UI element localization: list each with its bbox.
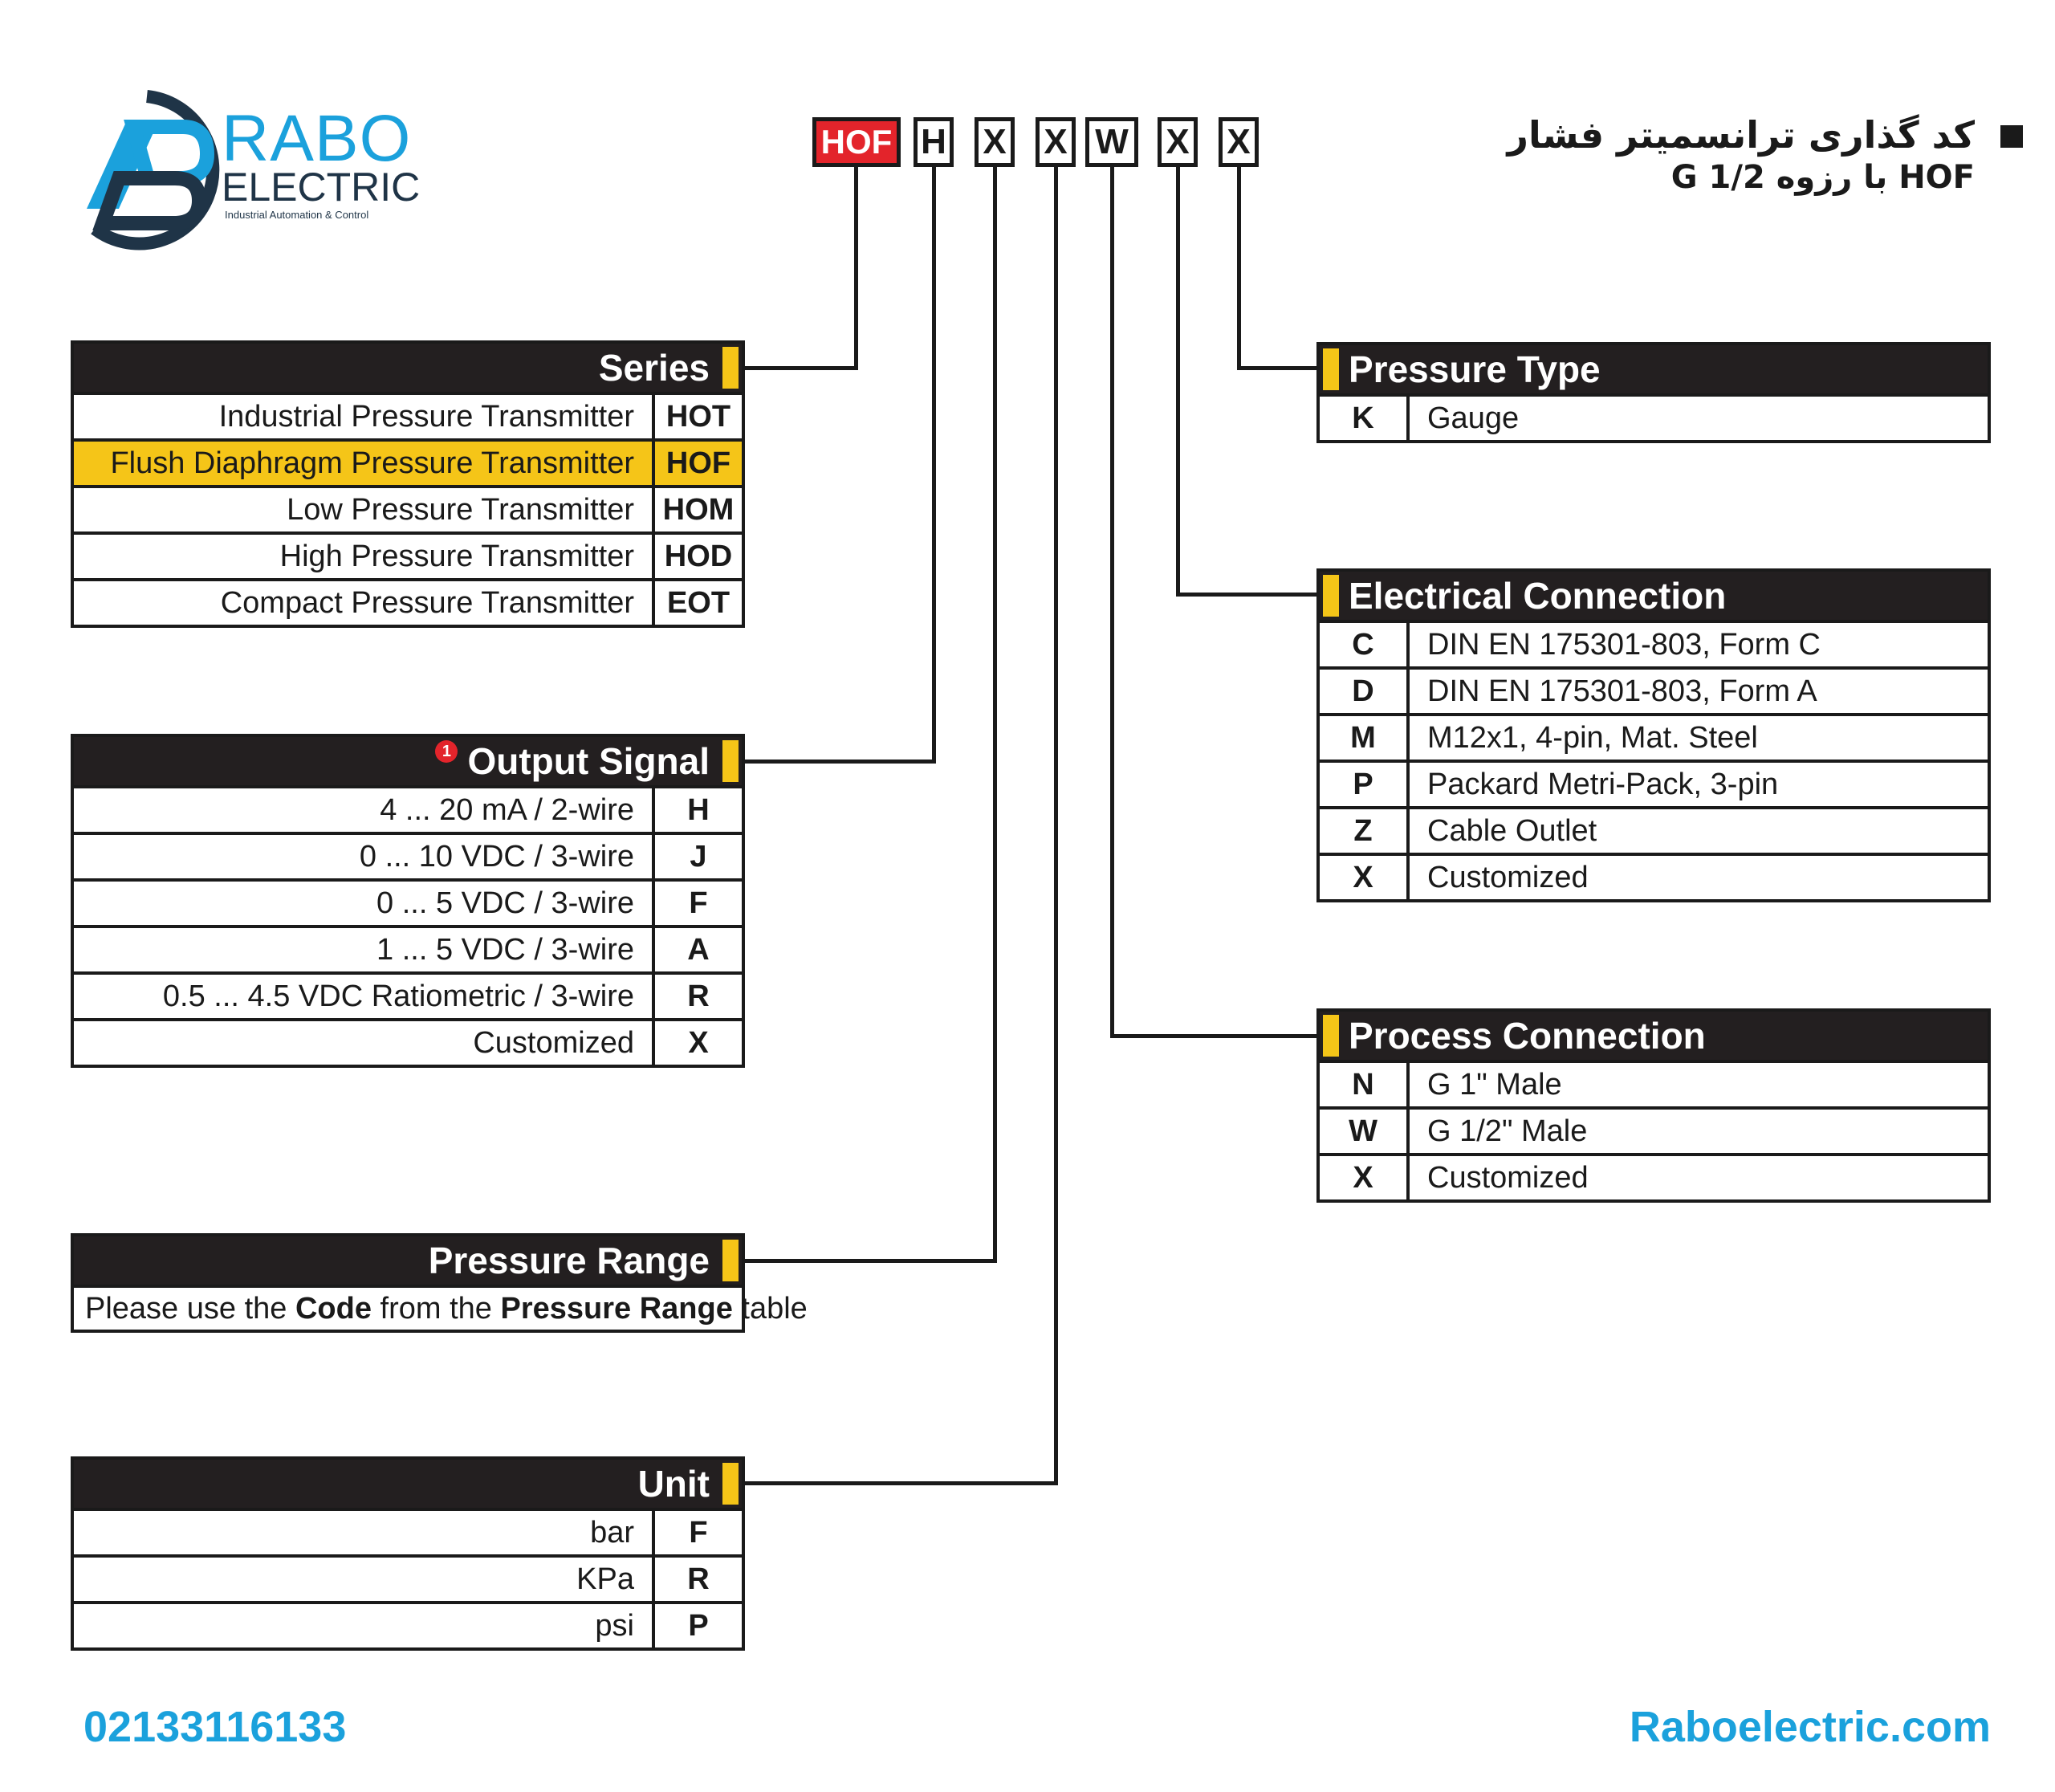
row-code: R [687,1562,710,1596]
pressure-type-table [1316,342,1991,443]
title-bullet-icon [2000,125,2023,148]
table-row [1320,1153,1988,1199]
footer-website-link[interactable]: Raboelectric.com [1629,1703,1991,1751]
logo-mark-icon [71,88,223,257]
table-row [1320,853,1988,899]
table-row [1320,666,1988,713]
row-desc: M12x1, 4-pin, Mat. Steel [1427,720,1758,755]
row-desc: DIN EN 175301-803, Form A [1427,674,1817,708]
row-code: X [1320,856,1410,899]
connector-unit-v [1054,167,1058,1485]
code-box-pressure-type: X [1219,117,1259,167]
table-row [74,878,742,925]
company-logo [71,88,421,257]
row-code: Z [1320,809,1410,853]
connector-output-v [932,167,936,764]
pressure-range-note [74,1285,808,1330]
row-code: F [689,1515,708,1550]
output-signal-table [71,734,745,1068]
row-code: EOT [666,585,730,620]
table-row [1320,1106,1988,1153]
row-desc: 0 ... 10 VDC / 3-wire [74,835,655,878]
pressure-range-header [74,1236,742,1285]
table-row [74,1508,742,1554]
table-row [74,832,742,878]
row-desc: 1 ... 5 VDC / 3-wire [74,928,655,971]
table-row [74,531,742,578]
series-header [74,344,742,392]
table-row [1320,620,1988,666]
connector-range-h [743,1259,997,1263]
row-desc: DIN EN 175301-803, Form C [1427,627,1821,662]
table-row [74,485,742,531]
pressure-type-header [1320,345,1988,393]
pressure-range-table [71,1233,808,1333]
table-row [74,1554,742,1601]
output-signal-header [74,737,742,785]
table-row [74,578,742,625]
row-desc: bar [74,1511,655,1554]
series-title: Series [598,347,710,389]
row-desc: G 1" Male [1427,1067,1562,1102]
table-row [74,925,742,971]
code-box-unit: X [1036,117,1076,167]
page-title [1507,112,1975,198]
connector-unit-h [743,1481,1058,1485]
pressure-type-title: Pressure Type [1349,348,1601,390]
row-code: W [1320,1110,1410,1153]
note-text: from the [371,1291,501,1326]
table-row [74,971,742,1018]
logo-tagline: Industrial Automation & Control [225,209,369,221]
table-row [74,1018,742,1065]
footer-phone[interactable]: 02133116133 [83,1703,347,1751]
pressure-range-title: Pressure Range [428,1240,710,1281]
title-line-1: کد گذاری ترانسمیتر فشار [1507,113,1975,157]
code-box-output: H [914,117,954,167]
table-row [1320,806,1988,853]
row-desc: Packard Metri-Pack, 3-pin [1427,767,1779,801]
note-text: table [732,1291,808,1326]
row-desc: High Pressure Transmitter [74,535,655,578]
row-desc: 4 ... 20 mA / 2-wire [74,788,655,832]
title-line-2: HOF با رزوه G 1/2 [1670,159,1975,196]
code-box-electrical: X [1158,117,1198,167]
process-connection-table [1316,1008,1991,1203]
row-code: P [688,1608,709,1643]
table-row [1320,1060,1988,1106]
row-desc: 0.5 ... 4.5 VDC Ratiometric / 3-wire [74,975,655,1018]
note-text-bold: Pressure Range [500,1291,733,1326]
output-signal-title: Output Signal [467,740,710,782]
row-desc: psi [74,1604,655,1647]
row-desc: Low Pressure Transmitter [74,488,655,531]
connector-process-v [1110,167,1114,1038]
row-code: M [1320,716,1410,760]
row-desc: KPa [74,1558,655,1601]
row-code: P [1320,763,1410,806]
row-code: C [1320,623,1410,666]
row-code: F [689,886,708,920]
connector-output-h [743,760,936,764]
row-code: R [687,979,710,1013]
row-desc: Cable Outlet [1427,813,1597,848]
connector-electrical-v [1176,167,1180,597]
unit-header [74,1460,742,1508]
unit-title: Unit [637,1463,710,1505]
note-text-bold: Code [295,1291,372,1326]
table-row [74,1601,742,1647]
row-code: K [1320,397,1410,440]
process-connection-title: Process Connection [1349,1015,1706,1057]
table-row [1320,393,1988,440]
row-code: D [1320,670,1410,713]
row-code: X [1320,1156,1410,1199]
connector-process-h [1110,1034,1319,1038]
row-desc: G 1/2" Male [1427,1114,1588,1148]
connector-series-v [854,167,858,370]
row-code: H [687,792,710,827]
connector-electrical-h [1176,593,1319,597]
row-code: HOM [662,492,735,527]
electrical-connection-title: Electrical Connection [1349,575,1727,617]
table-row [1320,760,1988,806]
table-row [74,785,742,832]
table-row [1320,713,1988,760]
row-desc: Customized [1427,860,1589,894]
electrical-connection-table [1316,568,1991,902]
logo-text-rabo: RABO [222,102,412,175]
row-desc: Customized [1427,1160,1589,1195]
series-table [71,340,745,628]
note-text: Please use the [85,1291,295,1326]
code-box-series: HOF [812,117,901,167]
table-row [74,392,742,438]
logo-text-electric: ELECTRIC [222,165,421,210]
row-code: HOF [665,446,731,480]
row-code: J [690,839,707,874]
row-desc: Compact Pressure Transmitter [74,581,655,625]
electrical-connection-header [1320,572,1988,620]
row-desc: Customized [74,1021,655,1065]
code-box-range: X [975,117,1015,167]
connector-range-v [993,167,997,1263]
connector-series-h [743,366,858,370]
row-code: X [688,1025,709,1060]
row-code: A [687,932,710,967]
row-desc: 0 ... 5 VDC / 3-wire [74,882,655,925]
row-code: HOT [665,399,731,434]
row-desc: Industrial Pressure Transmitter [74,395,655,438]
connector-pressure-type-h [1237,366,1319,370]
note-badge: 1 [435,740,458,763]
row-desc: Flush Diaphragm Pressure Transmitter [74,442,655,485]
table-row-highlighted [74,438,742,485]
row-desc: Gauge [1427,401,1520,435]
unit-table [71,1456,745,1651]
connector-pressure-type-v [1237,167,1241,370]
process-connection-header [1320,1012,1988,1060]
code-box-process: W [1085,117,1138,167]
row-code: HOD [664,539,733,573]
row-code: N [1320,1063,1410,1106]
